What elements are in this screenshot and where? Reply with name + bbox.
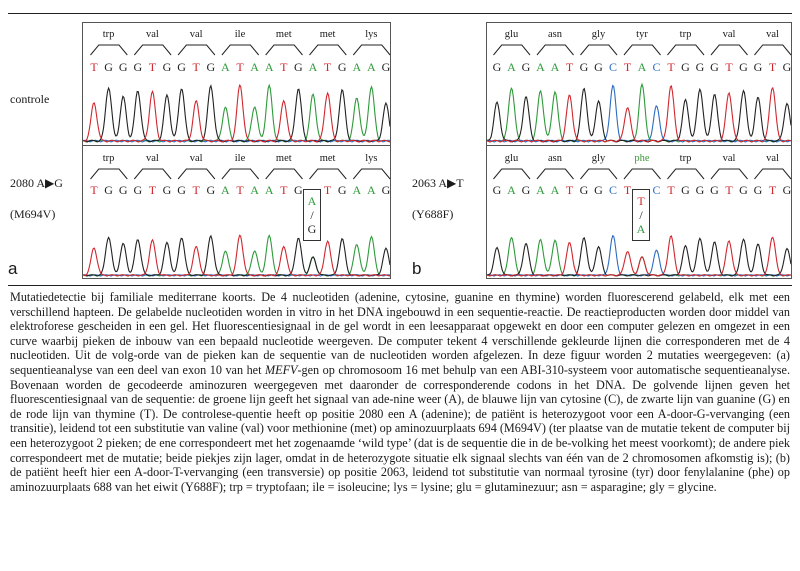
nucleotide: G [739, 183, 748, 197]
nucleotide: G [594, 60, 603, 74]
panel-b-letter: b [412, 259, 422, 278]
nucleotide: G [162, 60, 172, 74]
amino-acid-label: met [275, 29, 292, 40]
amino-acid-label: met [319, 29, 336, 40]
mutation-separator: / [639, 208, 643, 222]
amino-acid-label: gly [591, 153, 606, 164]
codon-bracket [711, 169, 748, 179]
codon-bracket [624, 169, 661, 179]
codon-bracket [178, 169, 215, 179]
nucleotide: A [264, 60, 274, 74]
codon-bracket [353, 169, 390, 179]
nucleotide: G [521, 60, 531, 74]
nucleotide: G [492, 183, 502, 197]
nucleotide: G [177, 60, 186, 74]
nucleotide: G [695, 183, 705, 197]
nucleotide: G [695, 60, 705, 74]
panel-b-control-chromatogram [487, 82, 791, 144]
figure-caption [10, 290, 790, 494]
trace-T [487, 86, 791, 142]
amino-acid-label: asn [548, 29, 562, 40]
nucleotide: T [768, 60, 777, 74]
nucleotide: G [579, 60, 589, 74]
nucleotide: T [667, 183, 675, 197]
codon-brackets [490, 166, 800, 182]
panel-a-letter: a [8, 259, 18, 278]
amino-acid-label: val [145, 29, 159, 40]
codon-brackets [490, 42, 800, 58]
panel-b-mutation-code: (Y688F) [412, 207, 454, 221]
amino-acid-label: phe [634, 153, 650, 164]
nucleotide: T [90, 60, 98, 74]
codon-bracket [667, 45, 704, 55]
caption-part-2: -gen op chromosoom 16 met behulp van een ABI-310-systeem voor automatische sequentieanalyse. Bovenaan worden de gecodeerde aminozuren weergegeven met daaronder de corresponderende codons in het DNA. De golvende lijnen geven het fluorescentiesignaal van de sequentie: de groene lijn geeft het signaal van ade-nine weer (A), de blauwe lijn van cytosine (C), de zwarte lijn van guanine (G) en de rode lijn van thymine (T). De controlese-quentie heeft op positie 2080 een A (adenine); de patiënt is heterozygoot voor een A-door-G-vervanging (een transitie), leidend tot een substitutie van valine (val) voor methionine (met) op aminozuurplaats 694 (M694V) (ter plaatse van de mutatie tekent de computer bij een heterozygoot 2 pieken; de ene correspondeert met het zogenaamde ‘wild type’ (dat is de sequentie die in de be-volking het meest voorkomt); de andere piek correspondeert met de mutatie; beide piekjes zijn lager, omdat in de heterozygote situatie elk signaal slechts van één van de 2 chromosomen afkomstig is); (b) de patiënt heeft hier een A-door-T-vervanging (een transversie) op positie 2063, leidend tot substitutie van normaal tyrosine (tyr) door fenylalanine (phe) op aminozuurplaats 688 van het eiwit (Y688F); trp = tryptofaan; ile = isoleucine; lys = lysine; glu = glutaminezuur; asn = asparagine; gly = glycine. [10, 362, 791, 494]
amino-acid-label: trp [102, 153, 115, 164]
nucleotide: G [206, 60, 216, 74]
amino-acid-label: met [275, 153, 292, 164]
nucleotide: G [337, 183, 347, 197]
codon-bracket [90, 169, 127, 179]
nucleotide: A [308, 60, 318, 74]
trace-G [487, 238, 791, 276]
nucleotide: T [192, 60, 200, 74]
caption-gene-name: MEFV [264, 362, 298, 377]
nucleotide: T [323, 183, 332, 197]
nucleotide: T [148, 60, 157, 74]
nucleotide: A [536, 60, 545, 74]
nucleotide: T [725, 183, 733, 197]
codon-bracket [134, 45, 171, 55]
amino-acid-label: lys [365, 29, 378, 40]
amino-acid-label: val [189, 29, 203, 40]
nucleotide: A [221, 183, 230, 197]
nucleotide: A [550, 183, 560, 197]
amino-acid-label: ile [234, 153, 246, 164]
nucleotide: G [133, 60, 143, 74]
nucleotide: G [118, 60, 128, 74]
nucleotide: A [250, 183, 259, 197]
amino-acid-label: val [722, 29, 736, 40]
nucleotide: T [667, 60, 675, 74]
nucleotide: G [782, 183, 792, 197]
nucleotide: A [507, 183, 516, 197]
nucleotide: G [492, 60, 502, 74]
codon-bracket [667, 169, 704, 179]
nucleotide: T [323, 60, 332, 74]
codon-bracket [754, 169, 791, 179]
nucleotide: G [753, 60, 763, 74]
nucleotide: G [521, 183, 531, 197]
nucleotide: T [768, 183, 777, 197]
amino-acid-label: met [319, 153, 336, 164]
nucleotide: G [162, 183, 172, 197]
panel-a-mutant-chromatogram [83, 232, 390, 278]
codon-bracket [90, 45, 127, 55]
nucleotide: G [104, 183, 113, 197]
codon-bracket [222, 169, 259, 179]
nucleotide: G [337, 60, 347, 74]
caption-rule [8, 285, 792, 286]
nucleotide: A [250, 60, 259, 74]
nucleotide: A [221, 60, 230, 74]
nucleotide: T [565, 183, 574, 197]
nucleotide: C [608, 183, 617, 197]
codon-brackets [87, 42, 414, 58]
nucleotide: G [579, 183, 589, 197]
panel-a-control-chromatogram [83, 82, 390, 144]
nucleotide: T [565, 60, 574, 74]
nucleotide: G [118, 183, 128, 197]
mutation-wildtype-base: T [637, 194, 645, 208]
amino-acid-label: lys [365, 153, 378, 164]
amino-acid-label: glu [504, 153, 519, 164]
trace-A [487, 84, 791, 142]
nucleotide: G [782, 60, 792, 74]
codon-bracket [353, 45, 390, 55]
codon-bracket [711, 45, 748, 55]
nucleotide: C [652, 183, 661, 197]
nucleotide: T [280, 60, 288, 74]
mutation-mutant-base: G [307, 222, 317, 236]
nucleotide: G [206, 183, 216, 197]
nucleotide: A [367, 183, 376, 197]
codon-bracket [580, 169, 617, 179]
trace-T [487, 236, 791, 276]
nucleotide: A [507, 60, 516, 74]
nucleotide: G [381, 60, 391, 74]
panel-b-mutation-label: 2063 A▶T [412, 176, 464, 190]
codon-bracket [265, 169, 302, 179]
panel-a-mutation-label: 2080 A▶G [10, 176, 63, 190]
nucleotide: A [352, 60, 362, 74]
nucleotide: A [352, 183, 362, 197]
codon-bracket [580, 45, 617, 55]
codon-bracket [754, 45, 791, 55]
codon-bracket [493, 169, 530, 179]
nucleotide: G [294, 60, 303, 74]
nucleotide: A [550, 60, 560, 74]
mutation-mutant-base: A [636, 222, 646, 236]
nucleotide: C [652, 60, 661, 74]
panel-a-control-label: controle [10, 92, 50, 106]
caption-part-1: Mutatiedetectie bij familiale mediterrane koorts. De 4 nucleotiden (adenine, cytosine, guanine en thymine) worden fluorescerend gelabeld, elk met een verschillend hapteen. De gelabelde nucleotiden worden in vitro in het DNA ingebouwd in een sequentie-reactie. De reactieproducten worden door middel van elektroforese gescheiden in een gel. Het fluorescentiesignaal in de gel wordt in een leesapparaat opgewekt en door een computer gelezen en omgezet in een curve waarbij pieken de inbouw van een bepaald nucleotide weergeven. De computer tekent 4 verschillende gekleurde lijnen die corresponderen met de 4 nucleotiden. Uit de volg-orde van de pieken kan de sequentie van de nucleotiden worden afgelezen. In deze figuur worden 2 mutaties weergegeven: (a) sequentieanalyse van een deel van exon 10 van het [10, 290, 790, 377]
nucleotide: A [367, 60, 376, 74]
codon-brackets [87, 166, 414, 182]
nucleotide: T [725, 60, 733, 74]
nucleotide: T [280, 183, 288, 197]
codon-bracket [178, 45, 215, 55]
amino-acid-label: val [189, 153, 203, 164]
amino-acid-label: trp [102, 29, 115, 40]
trace-C [487, 236, 791, 276]
nucleotide: A [536, 183, 545, 197]
amino-acid-label: glu [504, 29, 519, 40]
nucleotide: G [710, 183, 719, 197]
mutation-wildtype-base: A [307, 194, 317, 208]
nucleotide: T [623, 183, 632, 197]
nucleotide: T [236, 183, 244, 197]
nucleotide: G [681, 60, 690, 74]
amino-acid-label: val [766, 29, 779, 40]
amino-acid-label: trp [679, 29, 692, 40]
amino-acid-label: gly [591, 29, 606, 40]
nucleotide: G [294, 183, 303, 197]
nucleotide: G [177, 183, 186, 197]
codon-bracket [265, 45, 302, 55]
panel-a-mutation-code: (M694V) [10, 207, 56, 221]
mutation-separator: / [310, 208, 314, 222]
nucleotide: G [594, 183, 603, 197]
panel-b-mutant-chromatogram [487, 232, 791, 278]
nucleotide: T [623, 60, 632, 74]
amino-acid-label: asn [548, 153, 562, 164]
nucleotide: G [133, 183, 143, 197]
nucleotide: G [681, 183, 690, 197]
codon-bracket [309, 45, 346, 55]
nucleotide: G [381, 183, 391, 197]
codon-bracket [493, 45, 530, 55]
nucleotide: G [753, 183, 763, 197]
trace-G [487, 89, 791, 142]
amino-acid-label: trp [679, 153, 692, 164]
amino-acid-label: val [766, 153, 779, 164]
codon-bracket [222, 45, 259, 55]
nucleotide: A [637, 60, 647, 74]
nucleotide: T [236, 60, 244, 74]
codon-bracket [537, 169, 574, 179]
codon-bracket [134, 169, 171, 179]
nucleotide: G [739, 60, 748, 74]
nucleotide: T [148, 183, 157, 197]
codon-bracket [309, 169, 346, 179]
nucleotide: C [608, 60, 617, 74]
nucleotide: A [264, 183, 274, 197]
amino-acid-label: ile [234, 29, 246, 40]
amino-acid-label: val [145, 153, 159, 164]
codon-bracket [624, 45, 661, 55]
codon-bracket [537, 45, 574, 55]
nucleotide: G [104, 60, 113, 74]
top-rule [8, 13, 792, 14]
amino-acid-label: tyr [636, 29, 648, 40]
nucleotide: T [192, 183, 200, 197]
amino-acid-label: val [722, 153, 736, 164]
nucleotide: T [90, 183, 98, 197]
nucleotide: G [710, 60, 719, 74]
